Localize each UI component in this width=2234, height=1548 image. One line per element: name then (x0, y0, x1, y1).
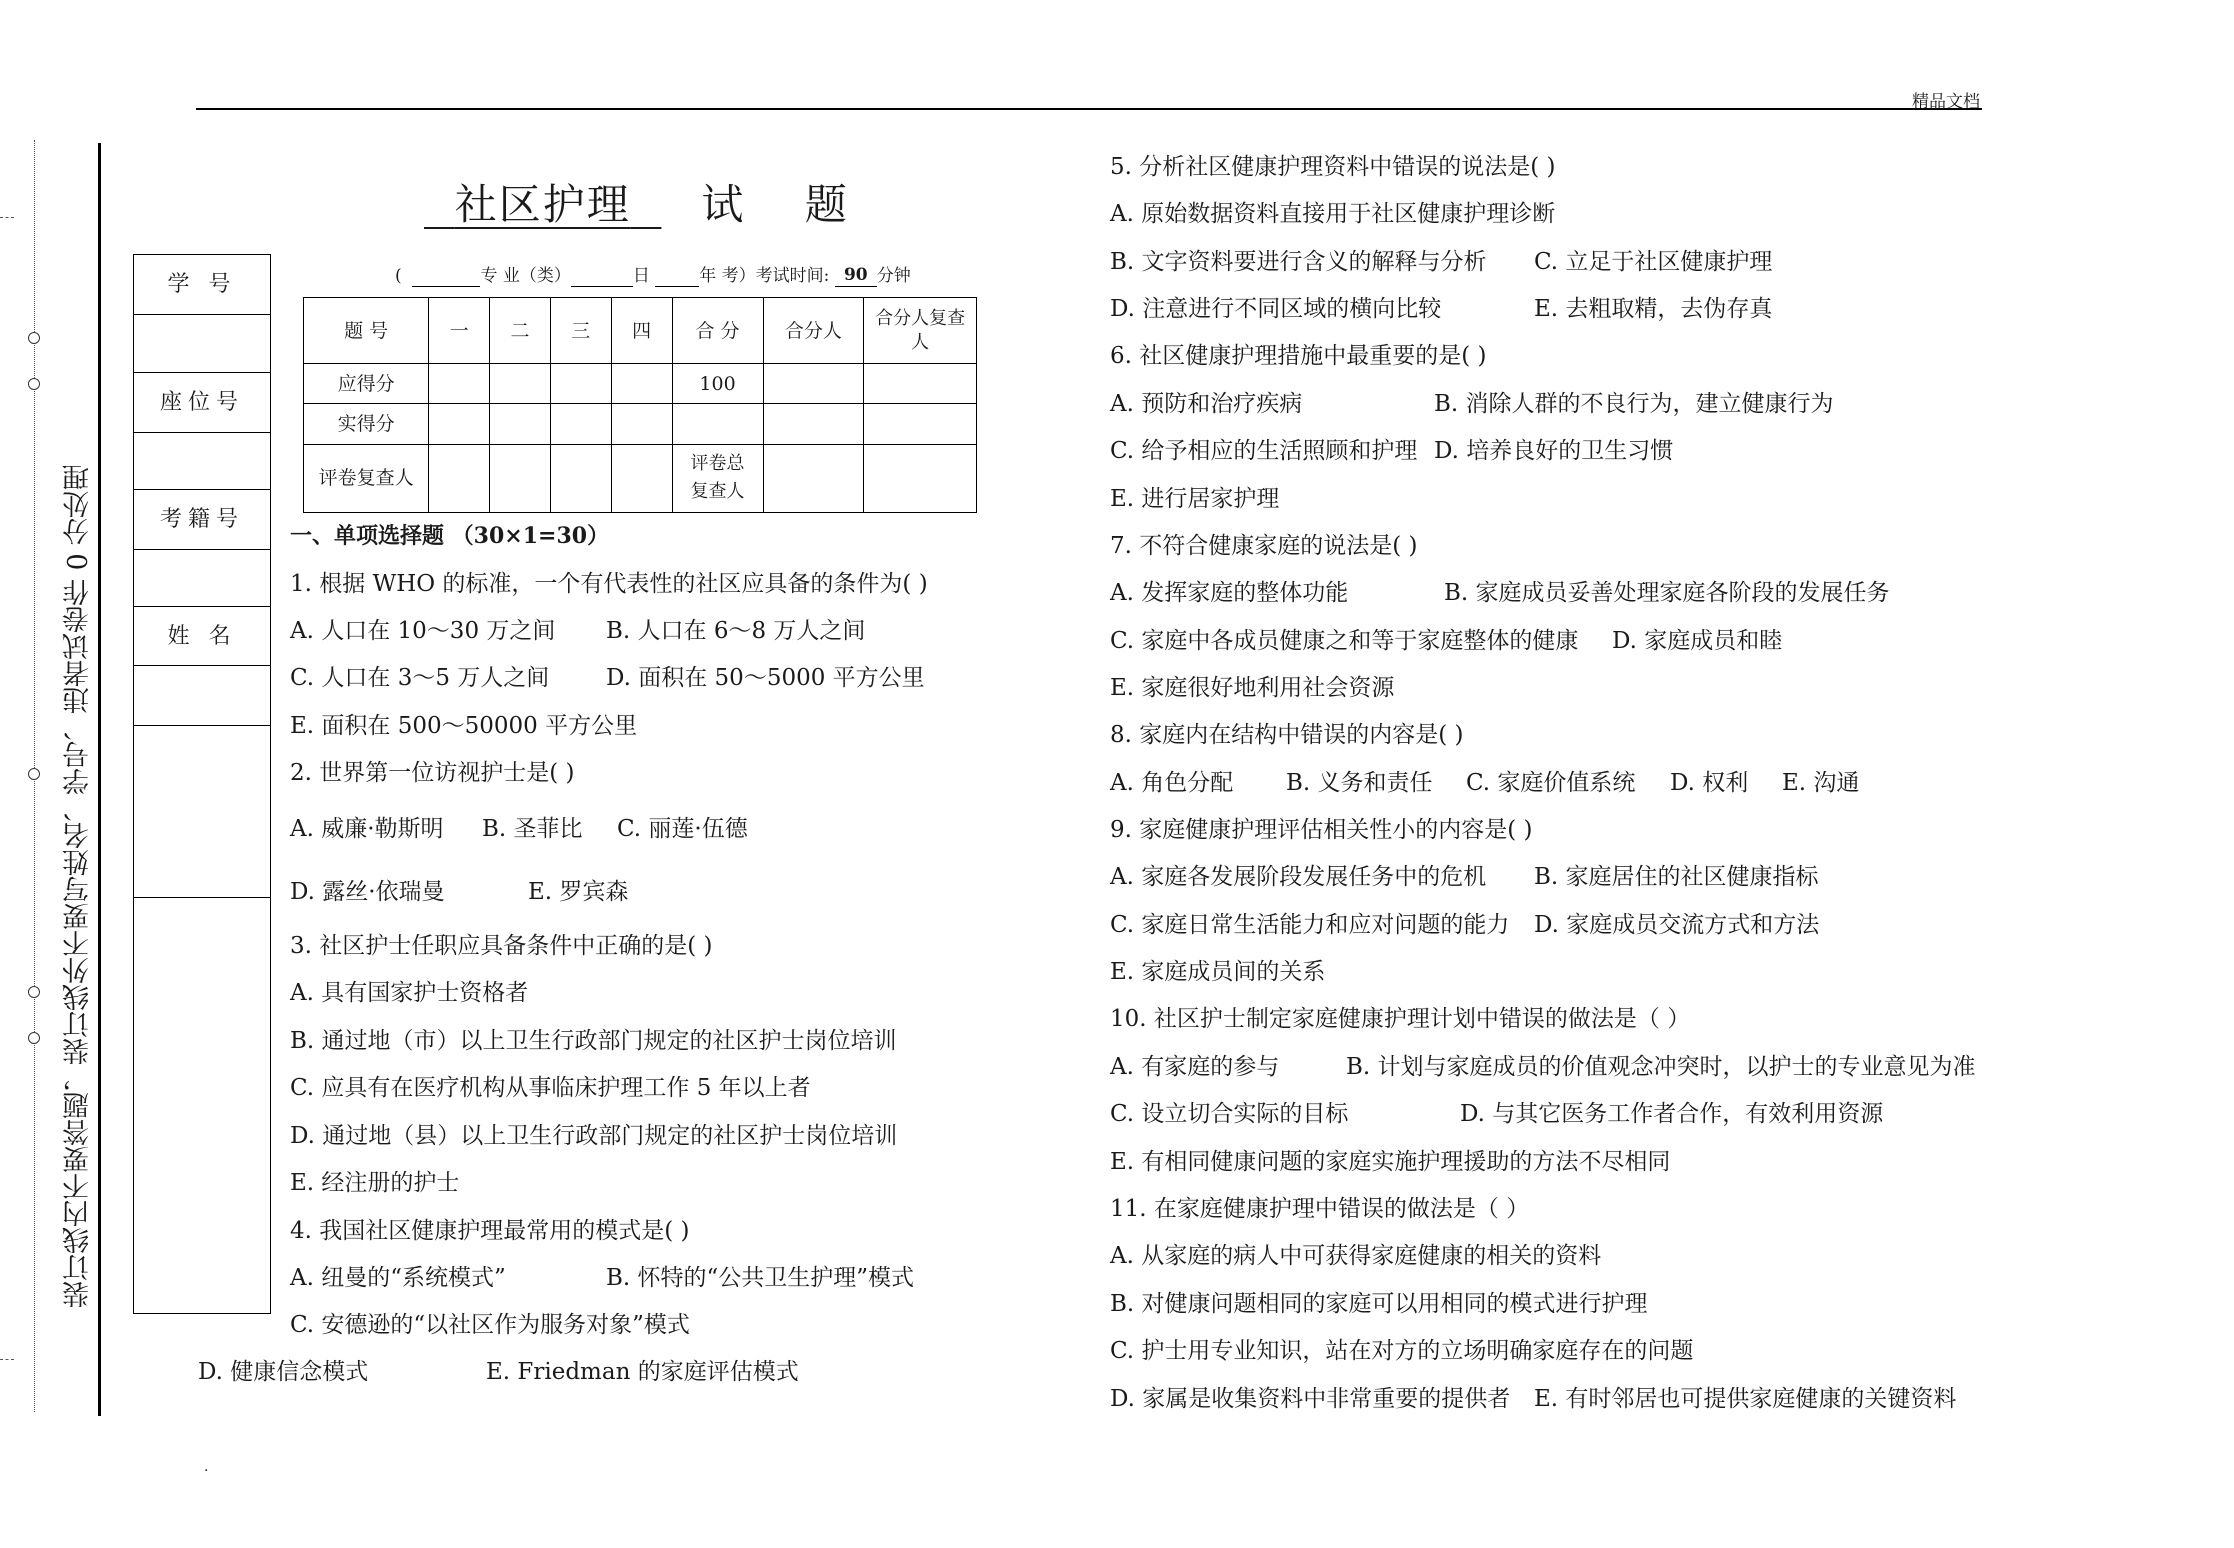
score-header-part-4: 四 (611, 298, 672, 364)
option-6c: C. 给予相应的生活照顾和护理 (1110, 438, 1418, 464)
score-row-label: 应得分 (304, 364, 429, 404)
option-7c: C. 家庭中各成员健康之和等于家庭整体的健康 (1110, 628, 1579, 654)
exam-title (424, 178, 871, 232)
binding-note: 装订线内不要答题，装订线外不要写姓名、学号、违者试卷作 0 分处理 (63, 463, 94, 1308)
name-field[interactable] (134, 666, 270, 726)
option-8b: B. 义务和责任 (1286, 770, 1433, 796)
option-10d: D. 与其它医务工作者合作，有效利用资源 (1460, 1101, 1884, 1127)
option-7a: A. 发挥家庭的整体功能 (1110, 580, 1349, 606)
score-header-reviewer: 合分人复查人 (864, 298, 977, 364)
option-3b: B. 通过地（市）以上卫生行政部门规定的社区护士岗位培训 (290, 1028, 897, 1054)
option-3a: A. 具有国家护士资格者 (290, 980, 529, 1006)
option-5d: D. 注意进行不同区域的横向比较 (1110, 296, 1442, 322)
binding-hole-icon (28, 332, 40, 344)
score-table (303, 297, 977, 513)
question-8: 8. 家庭内在结构中错误的内容是( ) (1110, 722, 1464, 748)
question-4: 4. 我国社区健康护理最常用的模式是( ) (290, 1218, 690, 1244)
option-9e: E. 家庭成员间的关系 (1110, 959, 1326, 985)
option-9c: C. 家庭日常生活能力和应对问题的能力 (1110, 912, 1510, 938)
option-6e: E. 进行居家护理 (1110, 486, 1280, 512)
option-4a: A. 纽曼的“系统模式” (290, 1265, 506, 1291)
cut-mark-top (0, 217, 14, 218)
student-info-box (133, 254, 271, 1314)
seat-number-label: 座位号 (159, 390, 244, 415)
question-3: 3. 社区护士任职应具备条件中正确的是( ) (290, 933, 713, 959)
option-11c: C. 护士用专业知识，站在对方的立场明确家庭存在的问题 (1110, 1338, 1694, 1364)
score-header-question-no: 题 号 (304, 298, 429, 364)
header-label: 精品文档 (1912, 92, 1980, 112)
option-7d: D. 家庭成员和睦 (1612, 628, 1783, 654)
score-header-part-3: 三 (550, 298, 611, 364)
option-11e: E. 有时邻居也可提供家庭健康的关键资料 (1534, 1386, 1957, 1412)
option-1b: B. 人口在 6～8 万人之间 (606, 618, 866, 644)
option-4c: C. 安德逊的“以社区作为服务对象”模式 (290, 1312, 690, 1338)
score-header-part-2: 二 (490, 298, 551, 364)
student-id-field[interactable] (134, 315, 270, 373)
score-row (304, 404, 977, 444)
major-label: 专 业（类） (480, 266, 571, 286)
seat-number-field[interactable] (134, 433, 270, 490)
option-2c: C. 丽莲·伍德 (617, 816, 748, 842)
question-11: 11. 在家庭健康护理中错误的做法是（ ） (1110, 1196, 1530, 1222)
cut-mark-bottom (0, 1359, 14, 1360)
binding-hole-icon (28, 986, 40, 998)
option-8e: E. 沟通 (1782, 770, 1860, 796)
exam-title-sub: 试 题 (701, 180, 871, 229)
registry-number-label: 考籍号 (159, 507, 244, 532)
score-row (304, 444, 977, 512)
year-blank[interactable] (655, 264, 699, 287)
option-9b: B. 家庭居住的社区健康指标 (1534, 864, 1819, 890)
question-9: 9. 家庭健康护理评估相关性小的内容是( ) (1110, 817, 1533, 843)
score-total-value: 100 (672, 364, 763, 404)
score-row-label: 实得分 (304, 404, 429, 444)
binding-hole-icon (28, 768, 40, 780)
question-7: 7. 不符合健康家庭的说法是( ) (1110, 533, 1418, 559)
option-10c: C. 设立切合实际的目标 (1110, 1101, 1349, 1127)
option-11d: D. 家属是收集资料中非常重要的提供者 (1110, 1386, 1511, 1412)
option-6b: B. 消除人群的不良行为，建立健康行为 (1434, 391, 1834, 417)
option-2e: E. 罗宾森 (528, 879, 629, 905)
question-1: 1. 根据 WHO 的标准，一个有代表性的社区应具备的条件为( ) (290, 571, 928, 597)
duration-unit: 分钟 (876, 266, 911, 286)
option-10a: A. 有家庭的参与 (1110, 1054, 1280, 1080)
section-title: 一、单项选择题 （30×1=30） (290, 523, 610, 549)
option-4e: E. Friedman 的家庭评估模式 (486, 1359, 799, 1385)
score-header-scorer: 合分人 (763, 298, 864, 364)
option-2b: B. 圣菲比 (482, 816, 583, 842)
header-rule (196, 108, 1982, 110)
option-5b: B. 文字资料要进行含义的解释与分析 (1110, 249, 1487, 275)
question-10: 10. 社区护士制定家庭健康护理计划中错误的做法是（ ） (1110, 1006, 1691, 1032)
option-1d: D. 面积在 50～5000 平方公里 (606, 665, 925, 691)
option-4b: B. 怀特的“公共卫生护理”模式 (606, 1265, 915, 1291)
option-1a: A. 人口在 10～30 万之间 (290, 618, 556, 644)
option-1c: C. 人口在 3～5 万人之间 (290, 665, 550, 691)
option-9a: A. 家庭各发展阶段发展任务中的危机 (1110, 864, 1487, 890)
score-row (304, 364, 977, 404)
score-total-reviewer-label: 评卷总复查人 (672, 444, 763, 512)
exam-info-line: ( 专 业（类） 日 年 考）考试时间: 90 分钟 (395, 265, 911, 286)
score-header-part-1: 一 (429, 298, 490, 364)
name-label: 姓 名 (167, 624, 237, 649)
option-10b: B. 计划与家庭成员的价值观念冲突时，以护士的专业意见为准 (1346, 1054, 1976, 1080)
option-5a: A. 原始数据资料直接用于社区健康护理诊断 (1110, 201, 1556, 227)
question-5: 5. 分析社区健康护理资料中错误的说法是( ) (1110, 154, 1556, 180)
option-5c: C. 立足于社区健康护理 (1534, 249, 1773, 275)
option-6d: D. 培养良好的卫生习惯 (1434, 438, 1674, 464)
student-box-blank (134, 726, 270, 898)
day-blank[interactable] (571, 264, 633, 287)
footer-mark: . (204, 1459, 209, 1475)
option-3c: C. 应具有在医疗机构从事临床护理工作 5 年以上者 (290, 1075, 811, 1101)
option-6a: A. 预防和治疗疾病 (1110, 391, 1303, 417)
score-total-value[interactable] (672, 404, 763, 444)
option-8d: D. 权利 (1670, 770, 1749, 796)
option-3d: D. 通过地（县）以上卫生行政部门规定的社区护士岗位培训 (290, 1123, 898, 1149)
question-6: 6. 社区健康护理措施中最重要的是( ) (1110, 343, 1487, 369)
question-2: 2. 世界第一位访视护士是( ) (290, 760, 575, 786)
binding-hole-icon (28, 378, 40, 390)
score-row-label: 评卷复查人 (304, 444, 429, 512)
option-11a: A. 从家庭的病人中可获得家庭健康的相关的资料 (1110, 1243, 1602, 1269)
major-blank[interactable] (412, 264, 480, 287)
option-8c: C. 家庭价值系统 (1466, 770, 1636, 796)
option-1e: E. 面积在 500～50000 平方公里 (290, 713, 638, 739)
option-9d: D. 家庭成员交流方式和方法 (1534, 912, 1820, 938)
option-11b: B. 对健康问题相同的家庭可以用相同的模式进行护理 (1110, 1291, 1648, 1317)
option-3e: E. 经注册的护士 (290, 1170, 460, 1196)
registry-number-field[interactable] (134, 550, 270, 607)
binding-hole-icon (28, 1032, 40, 1044)
exam-title-main: 社区护理 (454, 180, 631, 229)
option-8a: A. 角色分配 (1110, 770, 1234, 796)
duration-value: 90 (835, 264, 877, 287)
option-7b: B. 家庭成员妥善处理家庭各阶段的发展任务 (1444, 580, 1890, 606)
option-10e: E. 有相同健康问题的家庭实施护理援助的方法不尽相同 (1110, 1149, 1671, 1175)
day-label: 日 (632, 266, 650, 286)
option-5e: E. 去粗取精，去伪存真 (1534, 296, 1773, 322)
student-id-label: 学 号 (167, 272, 237, 297)
option-7e: E. 家庭很好地利用社会资源 (1110, 675, 1395, 701)
option-2a: A. 威廉·勒斯明 (290, 816, 444, 842)
score-header-total: 合 分 (672, 298, 763, 364)
option-4d: D. 健康信念模式 (198, 1359, 369, 1385)
option-2d: D. 露丝·依瑞曼 (290, 879, 445, 905)
year-label: 年 考）考试时间: (699, 266, 830, 286)
